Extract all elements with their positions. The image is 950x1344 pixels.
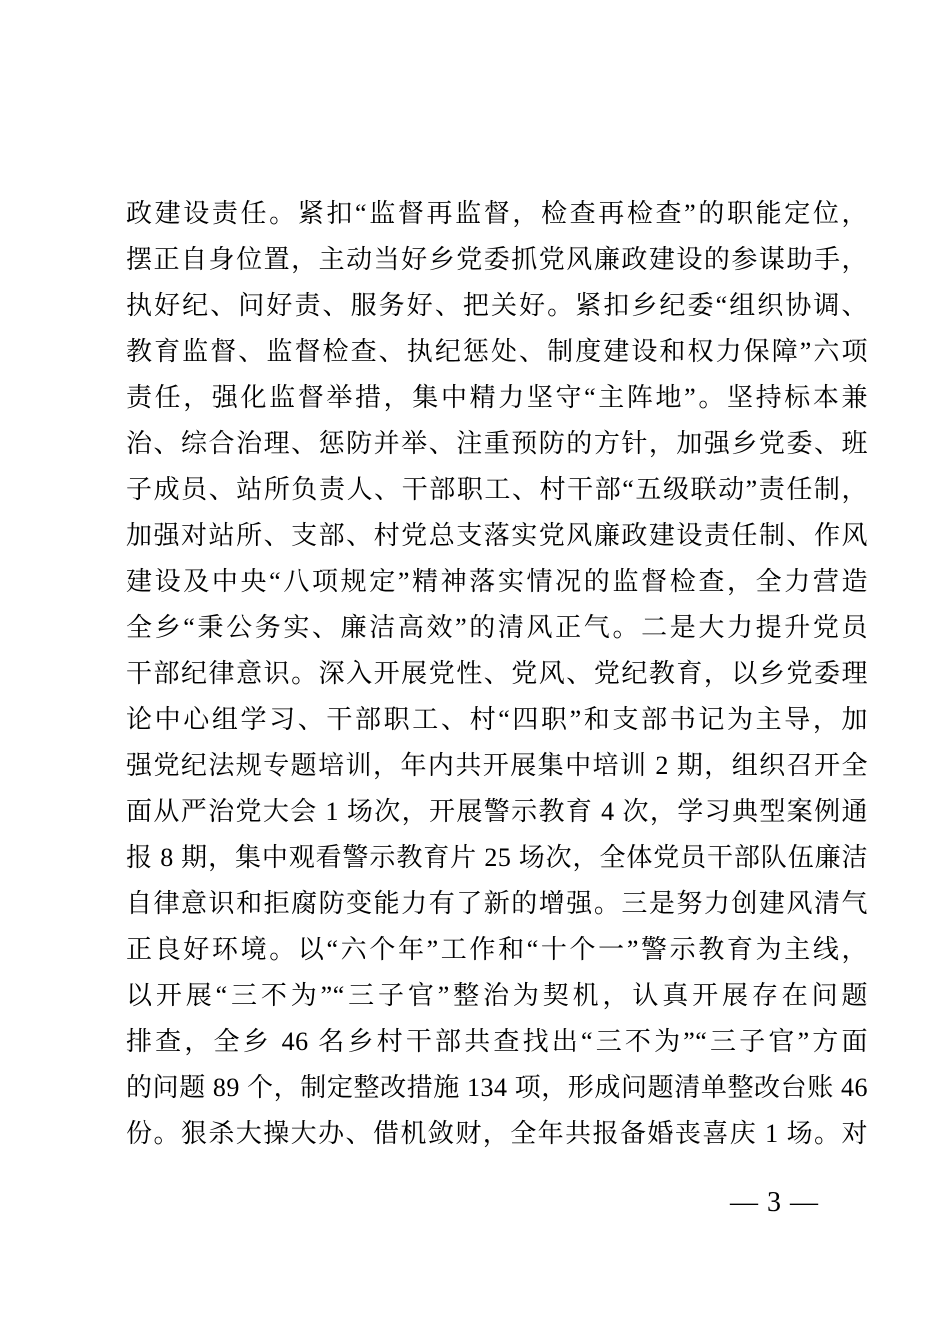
text-line: 份。狠杀大操大办、借机敛财，全年共报备婚丧喜庆 1 场。对 <box>126 1119 868 1148</box>
text-line: 排查，全乡 46 名乡村干部共查找出“三不为”“三子官”方面 <box>126 1027 868 1056</box>
text-line: 建设及中央“八项规定”精神落实情况的监督检查，全力营造 <box>126 567 868 596</box>
text-line: 政建设责任。紧扣“监督再监督，检查再检查”的职能定位， <box>126 199 868 228</box>
text-line: 执好纪、问好责、服务好、把关好。紧扣乡纪委“组织协调、 <box>126 291 868 320</box>
text-line: 的问题 89 个，制定整改措施 134 项，形成问题清单整改台账 46 <box>126 1073 868 1102</box>
text-line: 报 8 期，集中观看警示教育片 25 场次，全体党员干部队伍廉洁 <box>126 843 868 872</box>
text-line: 干部纪律意识。深入开展党性、党风、党纪教育，以乡党委理 <box>126 659 868 688</box>
text-line: 子成员、站所负责人、干部职工、村干部“五级联动”责任制， <box>126 475 868 504</box>
text-line: 教育监督、监督检查、执纪惩处、制度建设和权力保障”六项 <box>126 337 868 366</box>
text-line: 自律意识和拒腐防变能力有了新的增强。三是努力创建风清气 <box>126 889 868 918</box>
page-number: — 3 — <box>730 1187 819 1218</box>
text-line: 责任，强化监督举措，集中精力坚守“主阵地”。坚持标本兼 <box>126 383 868 412</box>
text-line: 治、综合治理、惩防并举、注重预防的方针，加强乡党委、班 <box>126 429 868 458</box>
text-line: 强党纪法规专题培训，年内共开展集中培训 2 期，组织召开全 <box>126 751 868 780</box>
text-line: 论中心组学习、干部职工、村“四职”和支部书记为主导，加 <box>126 705 868 734</box>
document-body <box>126 191 868 1157</box>
text-line: 加强对站所、支部、村党总支落实党风廉政建设责任制、作风 <box>126 521 868 550</box>
text-line: 全乡“秉公务实、廉洁高效”的清风正气。二是大力提升党员 <box>126 613 868 642</box>
text-line: 面从严治党大会 1 场次，开展警示教育 4 次，学习典型案例通 <box>126 797 868 826</box>
text-line: 以开展“三不为”“三子官”整治为契机，认真开展存在问题 <box>126 981 868 1010</box>
text-line: 摆正自身位置，主动当好乡党委抓党风廉政建设的参谋助手， <box>126 245 868 274</box>
text-line: 正良好环境。以“六个年”工作和“十个一”警示教育为主线， <box>126 935 868 964</box>
